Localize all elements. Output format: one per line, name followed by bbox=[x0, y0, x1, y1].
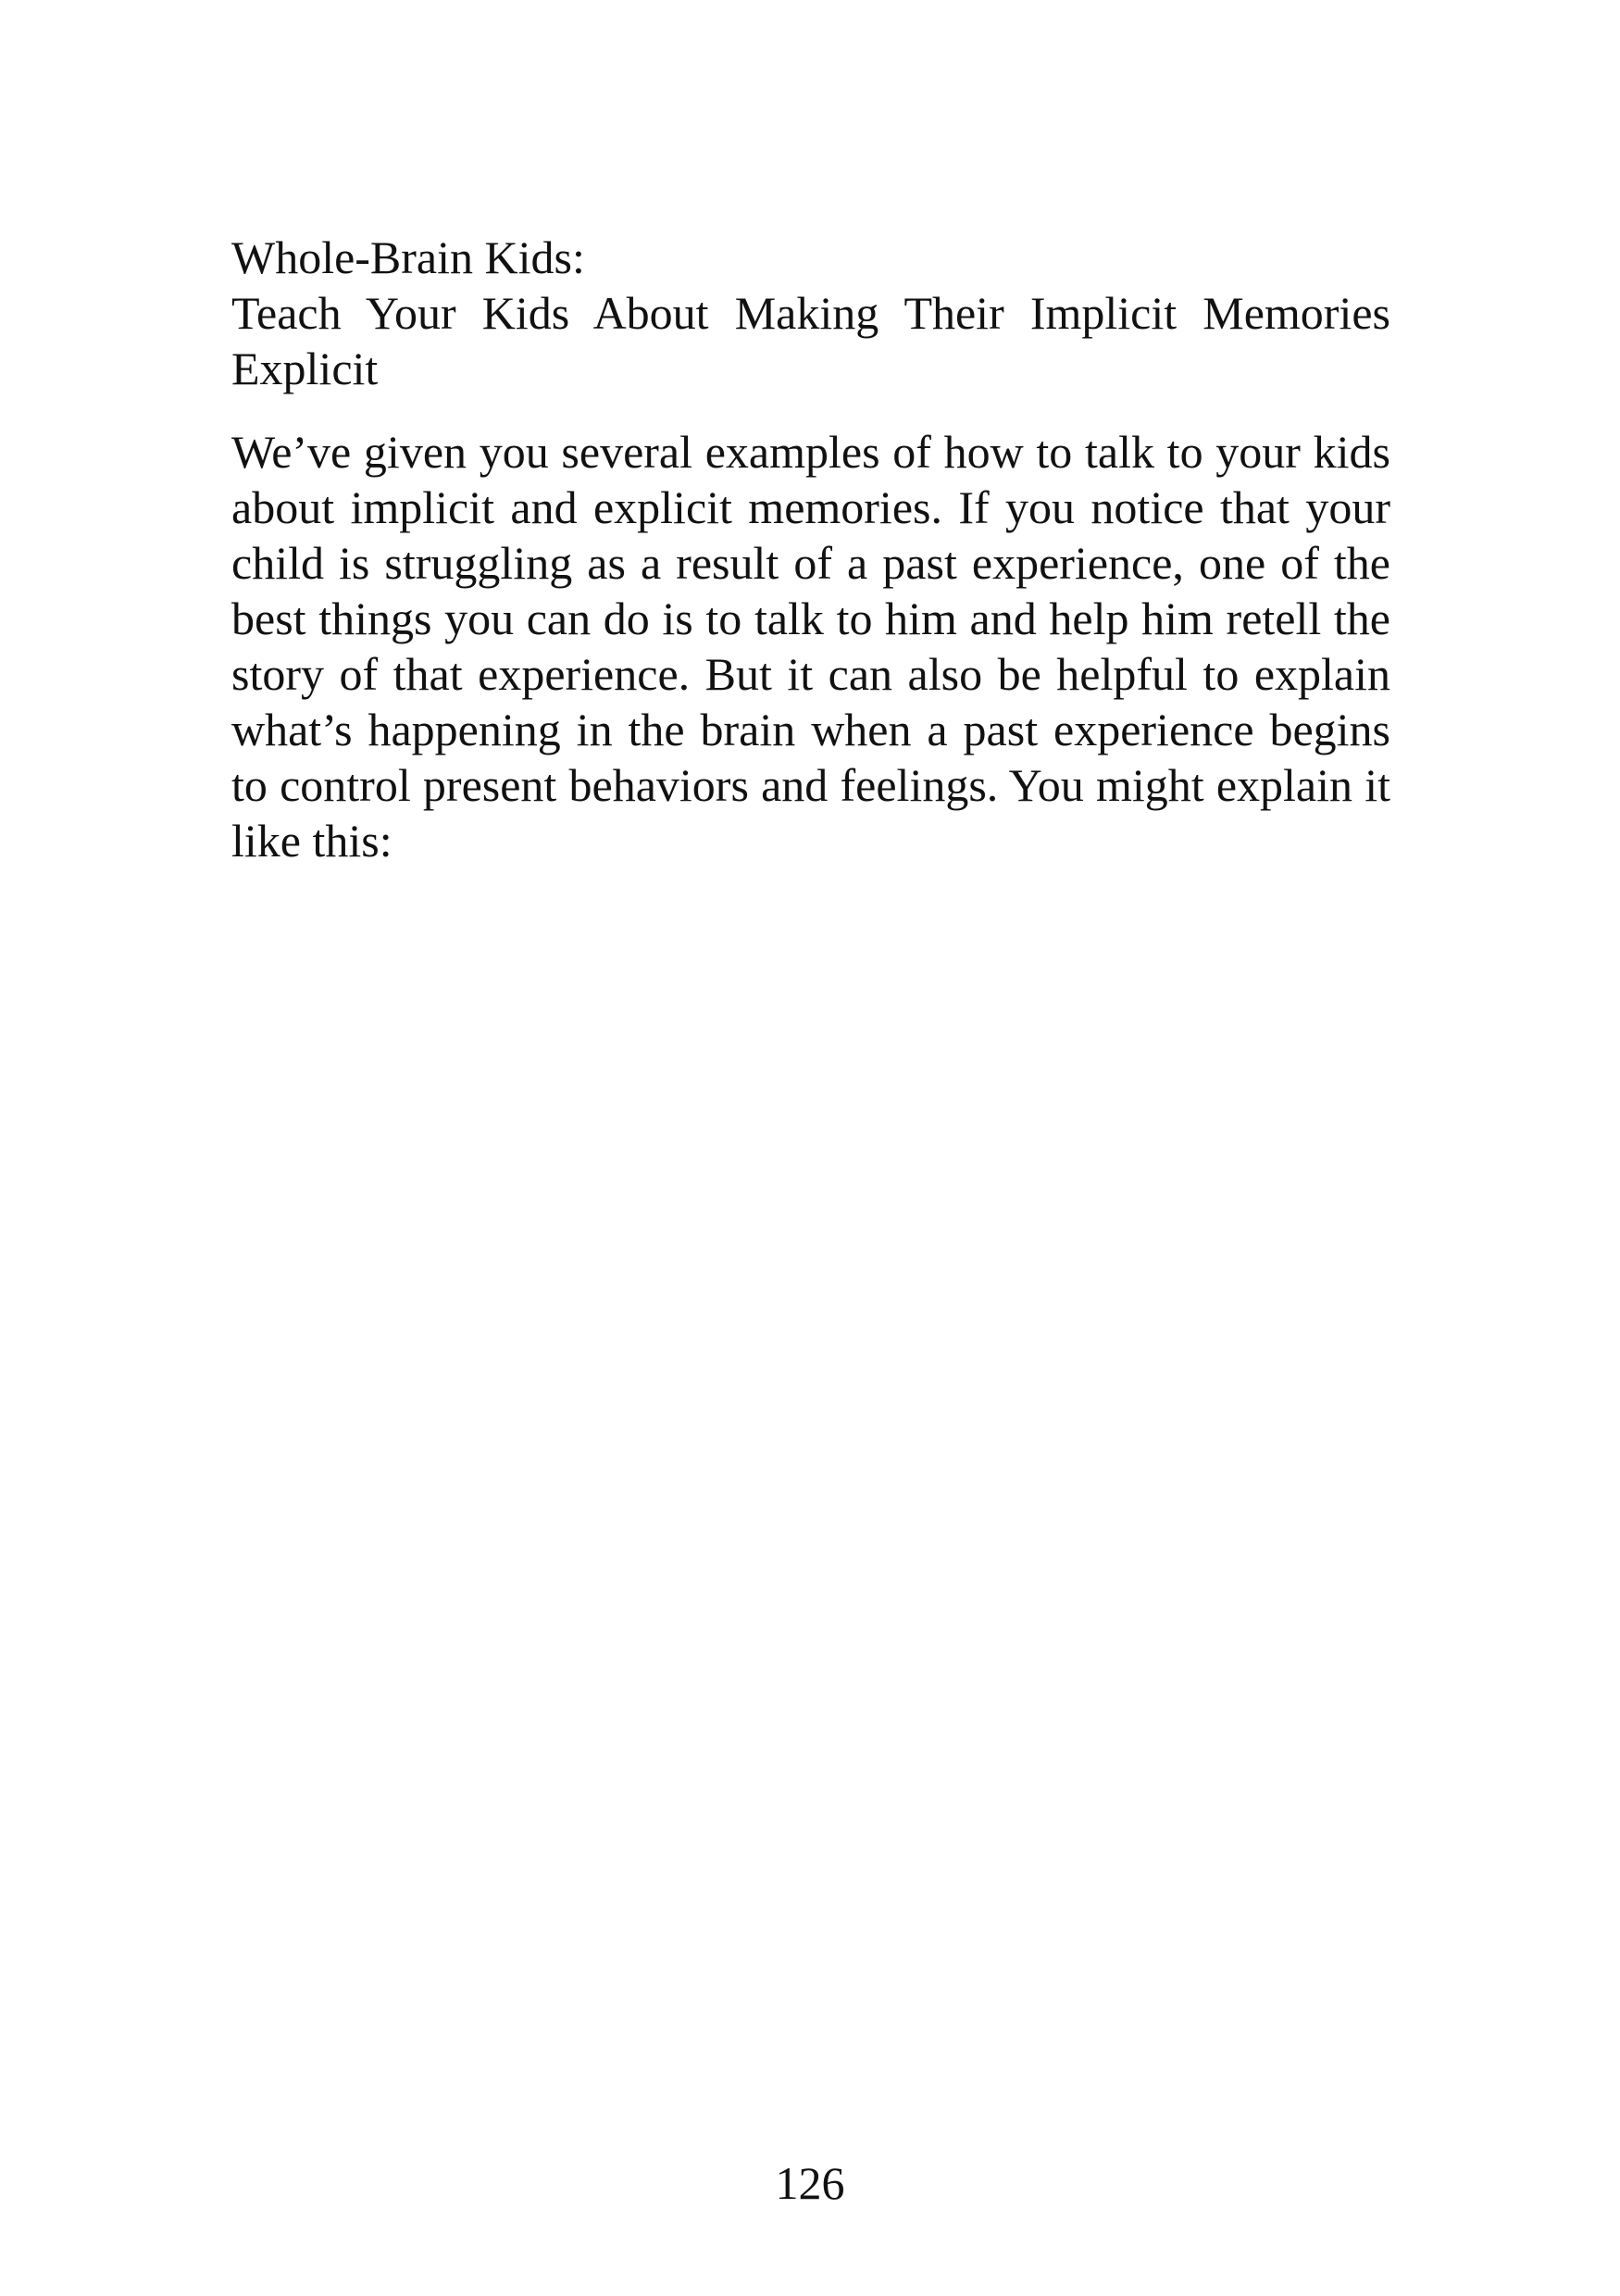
section-title: Whole-Brain Kids: bbox=[231, 231, 585, 283]
body-paragraph: We’ve given you several examples of how to talk to your kids about implicit and explicit memories. If you notice that your child is struggling as a result of a past experience, one of the best things you can do is to talk to him and help him retell the story of that experience. But it can also be helpful to explain what’s happening in the brain when a past experience begins to control present behaviors and feelings. You might explain it like this: bbox=[231, 426, 1390, 867]
section-heading bbox=[231, 230, 1390, 396]
page-content bbox=[231, 230, 1390, 868]
page-number: 126 bbox=[775, 2157, 845, 2209]
section-subtitle: Teach Your Kids About Making Their Implicit Memories Explicit bbox=[231, 287, 1390, 394]
